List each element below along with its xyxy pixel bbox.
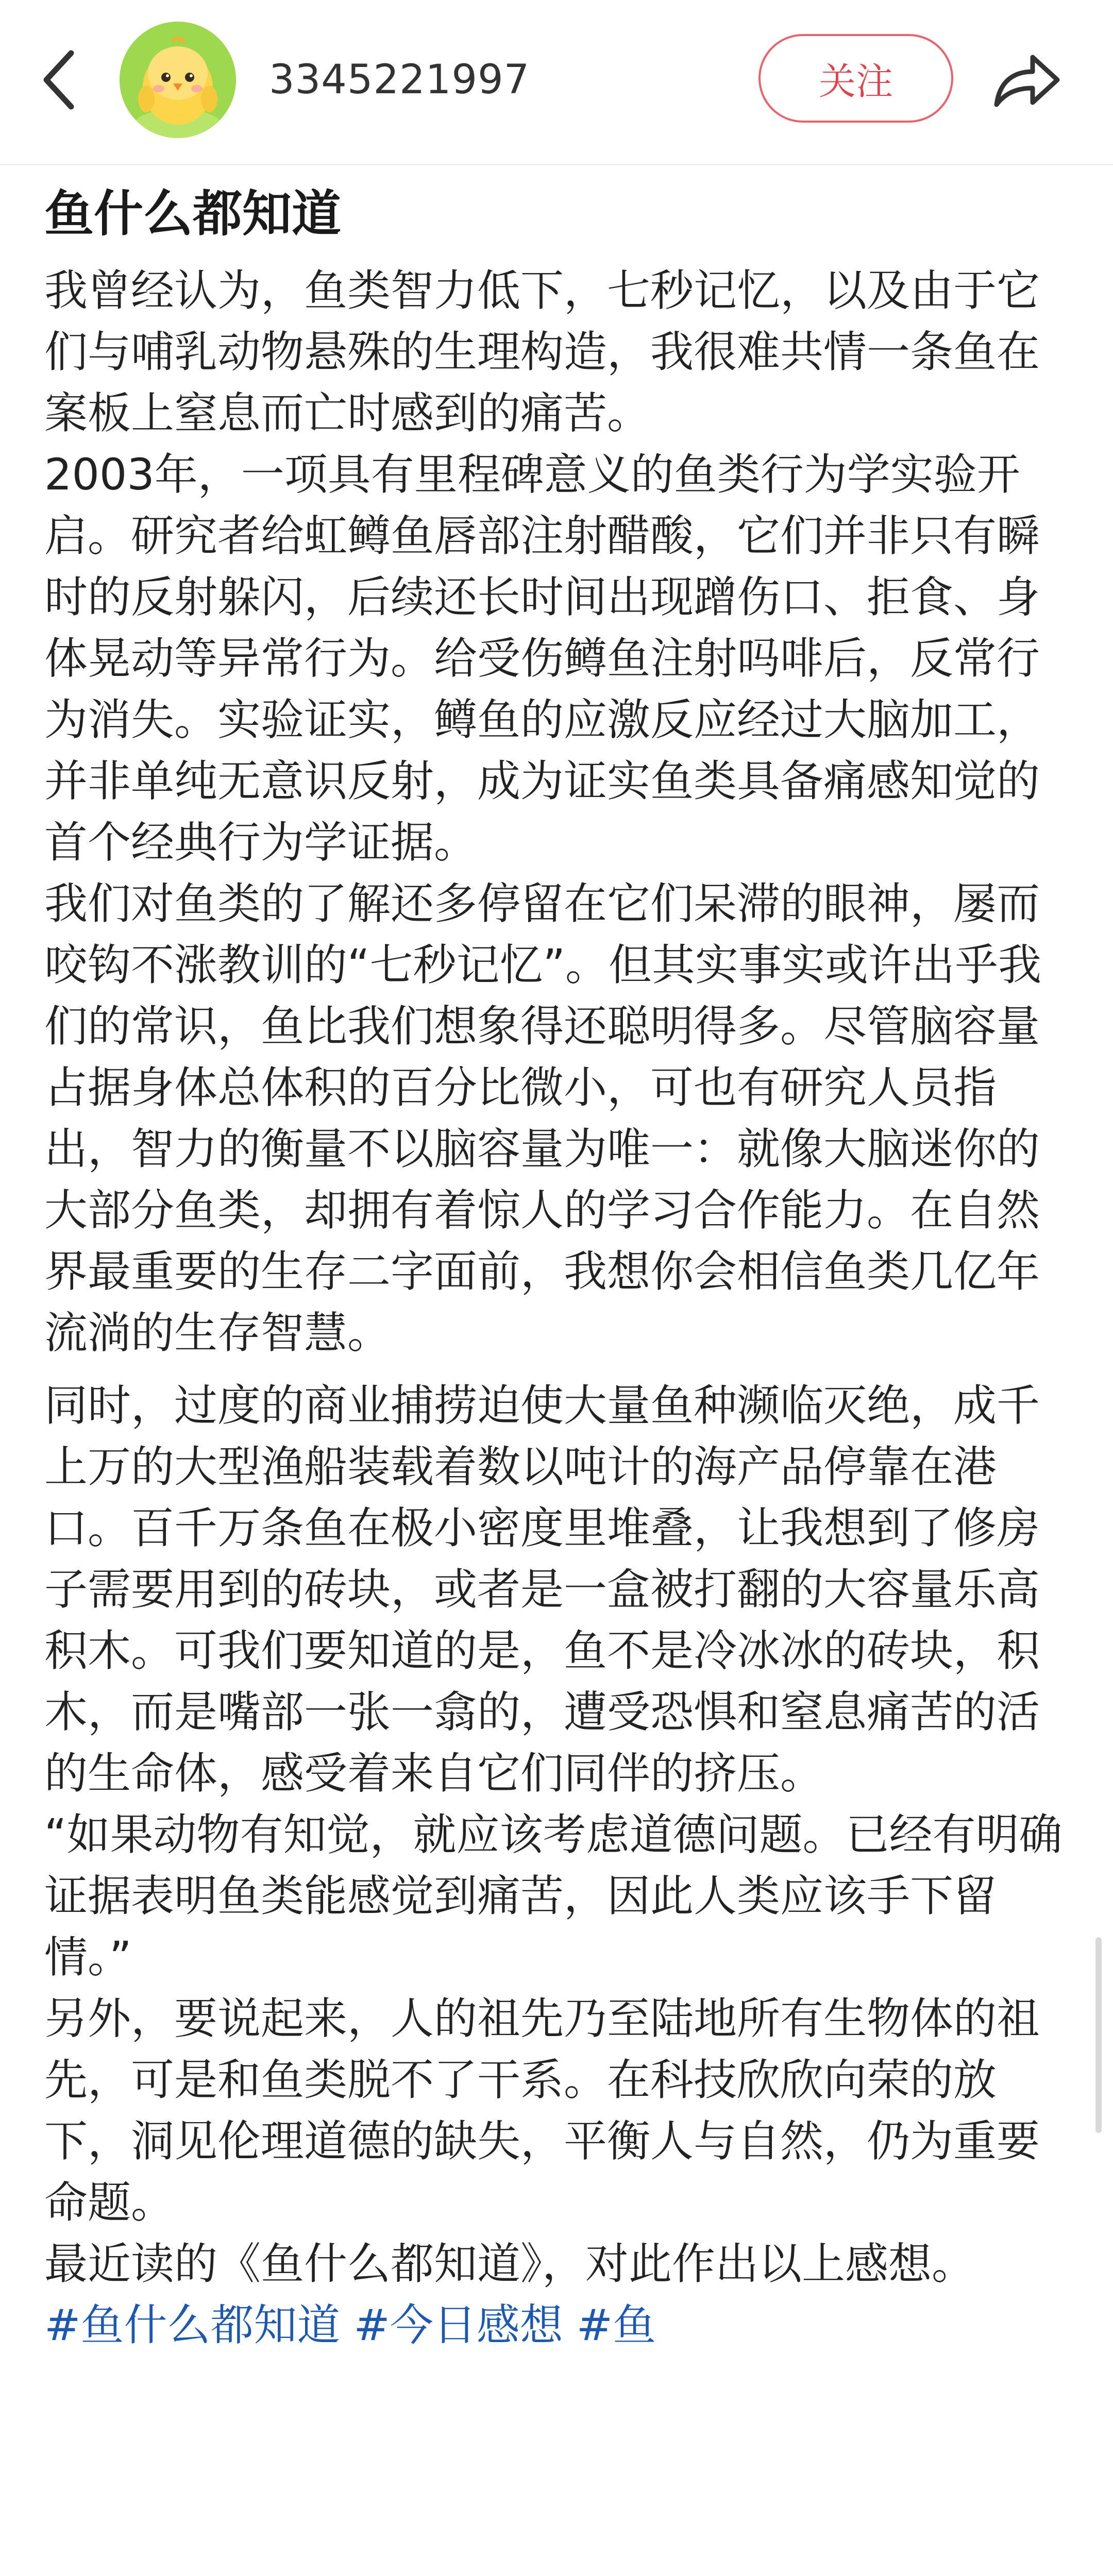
article-paragraph-6: 另外，要说起来，人的祖先乃至陆地所有生物体的祖先，可是和鱼类脱不了干系。在科技欣欣向荣的放下，洞见伦理道德的缺失，平衡人与自然，仍为重要命题。 (44, 1993, 1040, 2228)
article-paragraph-1: 我曾经认为，鱼类智力低下，七秒记忆，以及由于它们与哺乳动物悬殊的生理构造，我很难共情一条鱼在案板上窒息而亡时感到的痛苦。 (44, 265, 1040, 438)
username[interactable]: 3345221997 (269, 57, 530, 103)
topic-tag-link[interactable]: #今日感想 (353, 2300, 563, 2350)
yellow-chick-avatar-icon (120, 22, 236, 138)
topic-tag-link[interactable]: #鱼什么都知道 (44, 2300, 341, 2350)
follow-button[interactable]: 关注 (758, 34, 953, 123)
article-body (44, 178, 1070, 2356)
article-paragraph-4: 同时，过度的商业捕捞迫使大量鱼种濒临灭绝，成千上万的大型渔船装载着数以吨计的海产品停靠在港口。百千万条鱼在极小密度里堆叠，让我想到了修房子需要用到的砖块，或者是一盒被打翻的大容量乐高积木。可我们要知道的是，鱼不是冷冰冰的砖块，积木，而是嘴部一张一翕的，遭受恐惧和窒息痛苦的活的生命体，感受着来自它们同伴的挤压。 (44, 1380, 1040, 1799)
share-button[interactable] (985, 41, 1068, 118)
article-paragraph-3: 我们对鱼类的了解还多停留在它们呆滞的眼神，屡而咬钩不涨教训的“七秒记忆”。但其实事实或许出乎我们的常识，鱼比我们想象得还聪明得多。尽管脑容量占据身体总体积的百分比微小，可也有研究人员指出，智力的衡量不以脑容量为唯一：就像大脑迷你的大部分鱼类，却拥有着惊人的学习合作能力。在自然界最重要的生存二字面前，我想你会相信鱼类几亿年流淌的生存智慧。 (44, 878, 1042, 1358)
topic-tag-link[interactable]: #鱼 (576, 2300, 656, 2350)
article-paragraph-7: 最近读的《鱼什么都知道》，对此作出以上感想。 (44, 2239, 975, 2289)
top-bar (0, 0, 1113, 165)
header-divider (0, 164, 1113, 165)
avatar[interactable] (120, 22, 236, 138)
article-paragraph-5: “如果动物有知觉，就应该考虑道德问题。已经有明确证据表明鱼类能感觉到痛苦，因此人类应该手下留情。” (44, 1809, 1063, 1982)
chevron-left-icon (41, 49, 77, 111)
topic-tags (44, 2295, 1070, 2356)
article-title: 鱼什么都知道 (44, 185, 341, 243)
share-arrow-icon (990, 49, 1063, 111)
scrollbar-thumb[interactable] (1095, 1937, 1102, 2133)
article-paragraph-2: 2003年，一项具有里程碑意义的鱼类行为学实验开启。研究者给虹鳟鱼唇部注射醋酸，它们并非只有瞬时的反射躲闪，后续还长时间出现蹭伤口、拒食、身体晃动等异常行为。给受伤鳟鱼注射吗啡后，反常行为消失。实验证实，鳟鱼的应激反应经过大脑加工，并非单纯无意识反射，成为证实鱼类具备痛感知觉的首个经典行为学证据。 (44, 449, 1040, 868)
back-button[interactable] (31, 49, 88, 111)
